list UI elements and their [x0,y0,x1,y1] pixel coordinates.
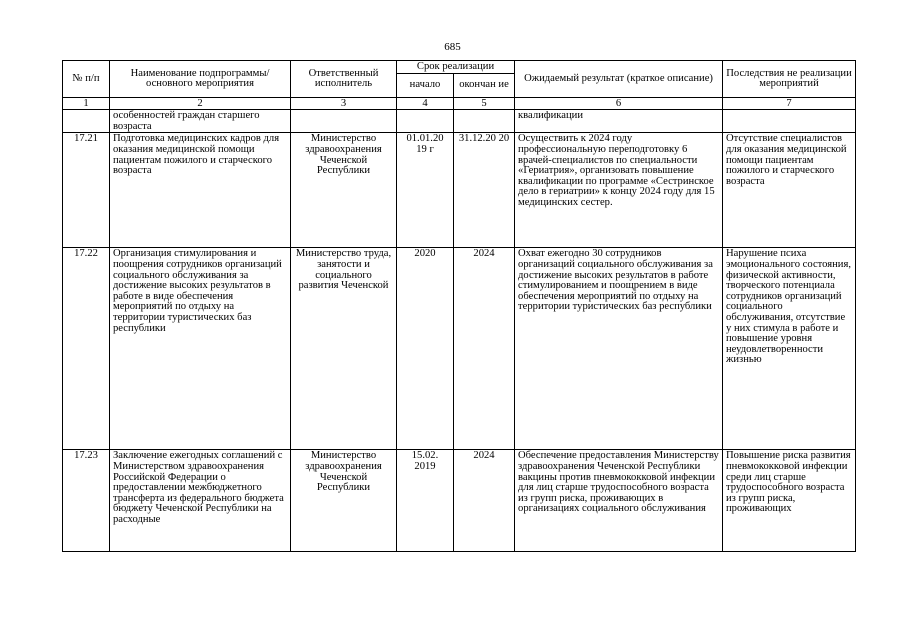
header-name: Наименование подпрограммы/ основного мероприятия [110,61,291,98]
row-end [454,110,515,133]
header-executor: Ответственный исполнитель [291,61,397,98]
table-row [63,133,856,248]
row-start: 2020 [397,248,454,450]
row-consequences [723,110,856,133]
row-name: Организация стимулирования и поощрения сотрудников организаций социального обслуживания за достижение высоких результатов в работе в виде обеспечения мероприятий по отдыху на территории туристических баз республики [110,248,291,450]
row-name: особенностей граждан старшего возраста [110,110,291,133]
column-number: 7 [723,97,856,110]
row-result: квалификации [515,110,723,133]
row-executor: Министерство труда, занятости и социального развития Чеченской [291,248,397,450]
header-period: Срок реализации [397,61,515,74]
row-start: 15.02. 2019 [397,450,454,552]
column-number: 4 [397,97,454,110]
column-number: 6 [515,97,723,110]
header-end: окончан ие [454,73,515,97]
row-consequences: Отсутствие специалистов для оказания медицинской помощи пациентам пожилого и старческого возраста [723,133,856,248]
row-start: 01.01.20 19 г [397,133,454,248]
table-row [63,110,856,133]
row-num: 17.23 [63,450,110,552]
column-number: 5 [454,97,515,110]
table-row [63,450,856,552]
column-number: 2 [110,97,291,110]
row-executor [291,110,397,133]
column-numbers-row [63,97,856,110]
row-executor: Министерство здравоохранения Чеченской Республики [291,133,397,248]
row-consequences: Повышение риска развития пневмококковой инфекции среди лиц старше трудоспособного возраста из групп риска, проживающих [723,450,856,552]
row-result: Охват ежегодно 30 сотрудников организаций социального обслуживания за достижение высоких результатов в работе стимулированием и поощрением в виде обеспечения мероприятий по отдыху на территории туристических баз республики [515,248,723,450]
page-number: 685 [444,41,461,53]
column-number: 3 [291,97,397,110]
header-start: начало [397,73,454,97]
row-end: 2024 [454,248,515,450]
row-num: 17.22 [63,248,110,450]
row-result: Осуществить к 2024 году профессиональную переподготовку 6 врачей-специалистов по специальности «Гериатрия», организовать повышение квалификации по программе «Сестринское дело в гериатрии» к концу 2024 году для 15 медицинских сестер. [515,133,723,248]
row-executor: Министерство здравоохранения Чеченской Республики [291,450,397,552]
row-name: Подготовка медицинских кадров для оказания медицинской помощи пациентам пожилого и старческого возраста [110,133,291,248]
row-start [397,110,454,133]
row-name: Заключение ежегодных соглашений с Министерством здравоохранения Российской Федерации о предоставлении межбюджетного трансферта из федерального бюджета бюджету Чеченской Республики на расходные [110,450,291,552]
column-number: 1 [63,97,110,110]
row-result: Обеспечение предоставления Министерству здравоохранения Чеченской Республики вакцины против пневмококковой инфекции для лиц старше трудоспособного возраста из групп риска, проживающих в организациях социального обслуживания [515,450,723,552]
header-result: Ожидаемый результат (краткое описание) [515,61,723,98]
table-row [63,248,856,450]
header-consequences: Последствия не реализации мероприятий [723,61,856,98]
row-end: 31.12.20 20 [454,133,515,248]
row-num [63,110,110,133]
row-consequences: Нарушение психа эмоционального состояния, физической активности, творческого потенциала сотрудников организаций социального обслуживания, отсутствие у них стимула в работе и повышение уровня неудовлетворенности жизнью [723,248,856,450]
header-num: № п/п [63,61,110,98]
measures-table [62,60,856,552]
row-num: 17.21 [63,133,110,248]
row-end: 2024 [454,450,515,552]
